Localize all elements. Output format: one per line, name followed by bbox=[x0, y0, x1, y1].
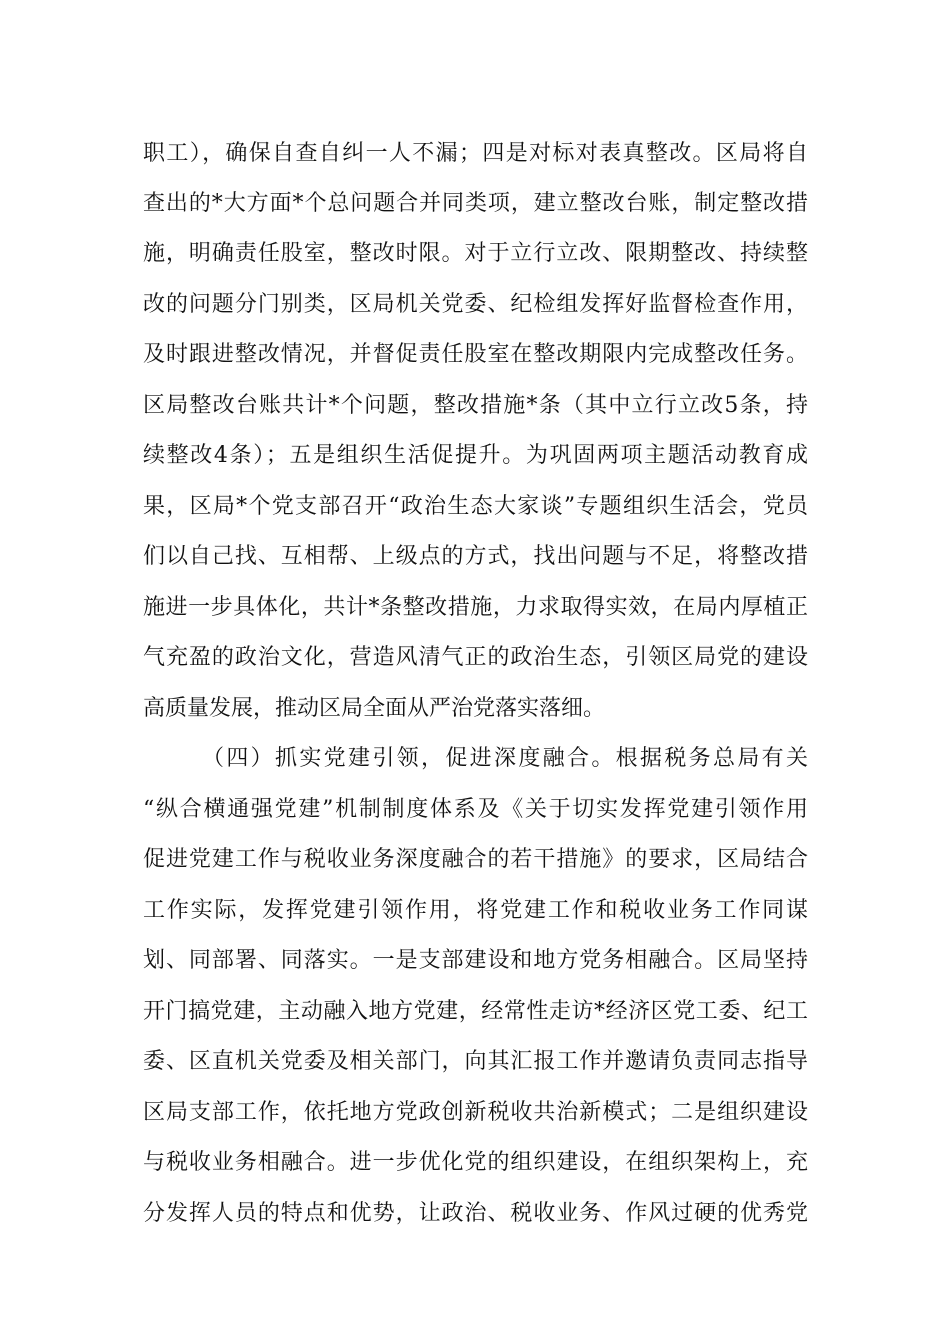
text-line-6: 区局整改台账共计*个问题，整改措施*条（其中立行立改5条，持 bbox=[143, 393, 808, 418]
text-line-1: 职工），确保自查自纠一人不漏；四是对标对表真整改。区局将自 bbox=[143, 141, 808, 166]
text-line-14: “纵合横通强党建”机制制度体系及《关于切实发挥党建引领作用 bbox=[143, 797, 808, 822]
text-line-9: 们以自己找、互相帮、上级点的方式，找出问题与不足，将整改措 bbox=[143, 544, 808, 569]
text-line-10: 施进一步具体化，共计*条整改措施，力求取得实效，在局内厚植正 bbox=[143, 595, 808, 620]
text-line-17: 划、同部署、同落实。一是支部建设和地方党务相融合。区局坚持 bbox=[143, 948, 808, 973]
text-line-2: 查出的*大方面*个总问题合并同类项，建立整改台账，制定整改措 bbox=[143, 191, 808, 216]
text-line-8: 果，区局*个党支部召开“政治生态大家谈”专题组织生活会，党员 bbox=[143, 494, 808, 519]
section-heading-line: （四）抓实党建引领，促进深度融合。根据税务总局有关 bbox=[202, 746, 808, 771]
text-line-20: 区局支部工作，依托地方党政创新税收共治新模式；二是组织建设 bbox=[143, 1100, 808, 1125]
text-line-18: 开门搞党建，主动融入地方党建，经常性走访*经济区党工委、纪工 bbox=[143, 999, 808, 1024]
text-line-21: 与税收业务相融合。进一步优化党的组织建设，在组织架构上，充 bbox=[143, 1150, 808, 1175]
text-line-16: 工作实际，发挥党建引领作用，将党建工作和税收业务工作同谋 bbox=[143, 898, 808, 923]
text-line-22: 分发挥人员的特点和优势，让政治、税收业务、作风过硬的优秀党 bbox=[143, 1201, 808, 1226]
text-line-12: 高质量发展，推动区局全面从严治党落实落细。 bbox=[143, 696, 606, 721]
text-line-19: 委、区直机关党委及相关部门，向其汇报工作并邀请负责同志指导 bbox=[143, 1049, 808, 1074]
text-line-3: 施，明确责任股室，整改时限。对于立行立改、限期整改、持续整 bbox=[143, 241, 808, 266]
text-line-11: 气充盈的政治文化，营造风清气正的政治生态，引领区局党的建设 bbox=[143, 645, 808, 670]
text-line-7: 续整改4条）；五是组织生活促提升。为巩固两项主题活动教育成 bbox=[143, 443, 808, 468]
text-line-5: 及时跟进整改情况，并督促责任股室在整改期限内完成整改任务。 bbox=[143, 342, 808, 367]
text-line-15: 促进党建工作与税收业务深度融合的若干措施》的要求，区局结合 bbox=[143, 847, 808, 872]
text-line-4: 改的问题分门别类，区局机关党委、纪检组发挥好监督检查作用， bbox=[143, 292, 808, 317]
